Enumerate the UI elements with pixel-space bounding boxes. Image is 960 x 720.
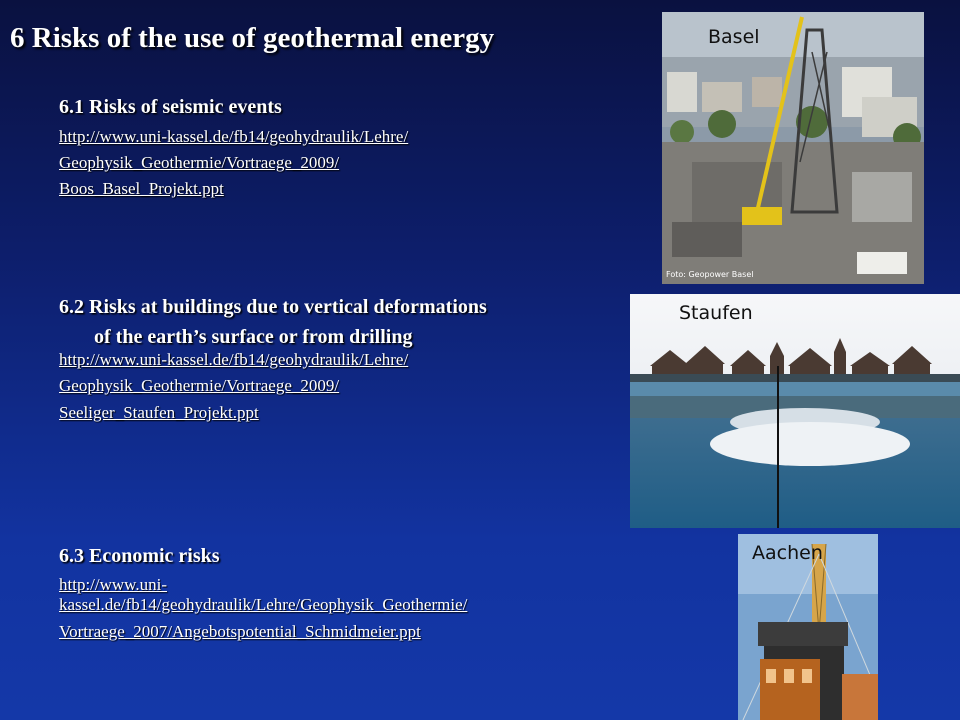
link-basel-line1[interactable]: http://www.uni-kassel.de/fb14/geohydraulik/Lehre/ [59, 127, 409, 146]
section-heading-buildings-line1: 6.2 Risks at buildings due to vertical deformations [59, 296, 487, 318]
aachen-photo [738, 534, 878, 720]
basel-label: Basel [708, 26, 760, 48]
basel-drilling-site-image [662, 12, 924, 284]
link-basel-line2[interactable]: Geophysik_Geothermie/Vortraege_2009/ [59, 153, 340, 172]
link-staufen-line1[interactable]: http://www.uni-kassel.de/fb14/geohydraulik/Lehre/ [59, 350, 409, 369]
staufen-label: Staufen [679, 302, 753, 324]
link-basel-line3[interactable]: Boos_Basel_Projekt.ppt [59, 179, 224, 198]
link-aachen-line1[interactable]: http://www.uni- [59, 575, 167, 594]
staufen-illustration [630, 294, 960, 528]
section-heading-seismic: 6.1 Risks of seismic events [59, 96, 282, 118]
link-aachen-line3[interactable]: Vortraege_2007/Angebotspotential_Schmidmeier.ppt [59, 622, 421, 641]
section-heading-buildings-line2: of the earth’s surface or from drilling [94, 326, 413, 348]
section-heading-economic: 6.3 Economic risks [59, 545, 220, 567]
aachen-label: Aachen [752, 542, 823, 564]
basel-photo [662, 12, 924, 284]
section-heading-buildings [59, 292, 487, 352]
slide-title: 6 Risks of the use of geothermal energy [10, 22, 495, 54]
link-staufen-line2[interactable]: Geophysik_Geothermie/Vortraege_2009/ [59, 376, 340, 395]
link-staufen-line3[interactable]: Seeliger_Staufen_Projekt.ppt [59, 403, 259, 422]
basel-photo-credit: Foto: Geopower Basel [666, 270, 754, 279]
staufen-ground-cross-section-image [630, 294, 960, 528]
link-aachen-line2[interactable]: kassel.de/fb14/geohydraulik/Lehre/Geophysik_Geothermie/ [59, 595, 468, 614]
